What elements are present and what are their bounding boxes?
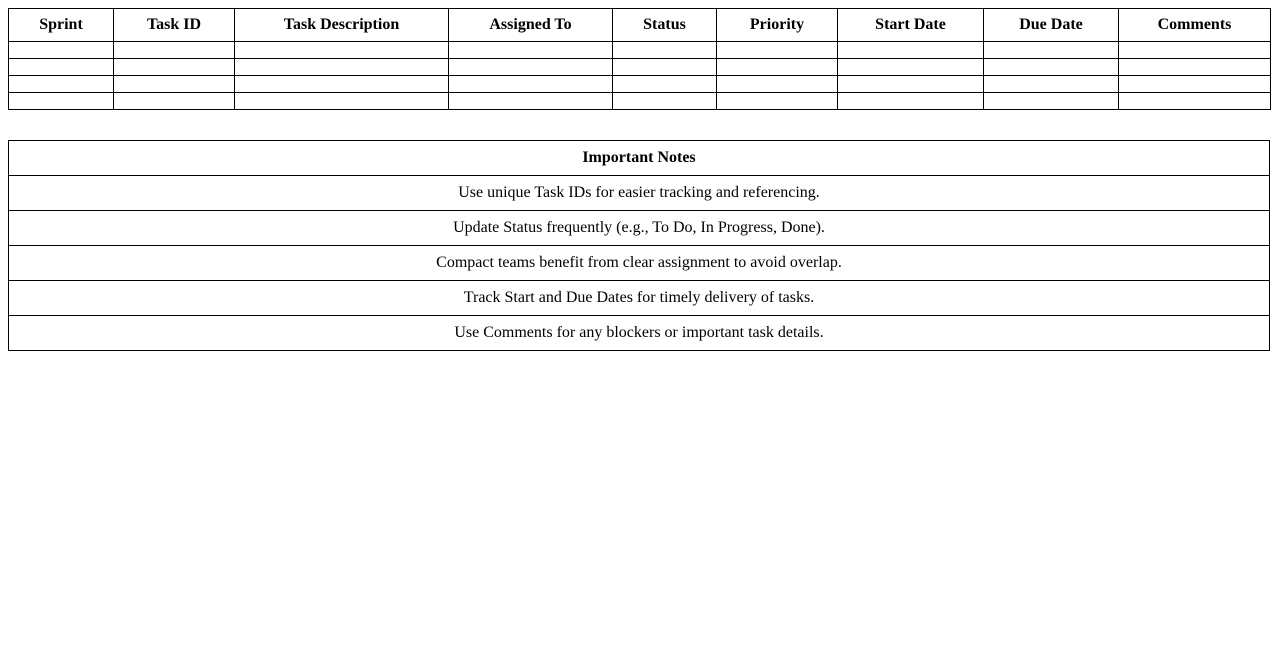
note-row [9,176,1270,211]
column-header-task-description: Task Description [235,9,449,42]
table-cell[interactable] [1119,59,1271,76]
note-item: Compact teams benefit from clear assignment to avoid overlap. [9,246,1270,281]
table-cell[interactable] [235,59,449,76]
notes-title: Important Notes [9,141,1270,176]
column-header-status: Status [613,9,717,42]
column-header-assigned-to: Assigned To [449,9,613,42]
note-item: Track Start and Due Dates for timely delivery of tasks. [9,281,1270,316]
table-cell[interactable] [235,76,449,93]
table-cell[interactable] [114,59,235,76]
table-row [9,93,1271,110]
note-row [9,316,1270,351]
table-cell[interactable] [838,59,984,76]
table-cell[interactable] [984,93,1119,110]
table-row [9,59,1271,76]
table-cell[interactable] [449,93,613,110]
table-cell[interactable] [114,42,235,59]
table-cell[interactable] [717,59,838,76]
table-cell[interactable] [1119,93,1271,110]
column-header-comments: Comments [1119,9,1271,42]
column-header-task-id: Task ID [114,9,235,42]
table-cell[interactable] [984,76,1119,93]
table-cell[interactable] [717,42,838,59]
table-cell[interactable] [613,59,717,76]
column-header-priority: Priority [717,9,838,42]
table-cell[interactable] [1119,76,1271,93]
table-cell[interactable] [984,42,1119,59]
note-row [9,246,1270,281]
table-cell[interactable] [9,76,114,93]
table-cell[interactable] [838,76,984,93]
table-cell[interactable] [9,93,114,110]
note-row [9,211,1270,246]
important-notes-table [8,140,1270,351]
table-cell[interactable] [838,42,984,59]
table-cell[interactable] [449,42,613,59]
sprint-task-table [8,8,1271,110]
table-cell[interactable] [9,59,114,76]
page [8,8,1270,351]
notes-header-row [9,141,1270,176]
table-row [9,76,1271,93]
table-cell[interactable] [613,76,717,93]
table-cell[interactable] [9,42,114,59]
table-cell[interactable] [1119,42,1271,59]
table-header-row [9,9,1271,42]
table-cell[interactable] [114,93,235,110]
table-cell[interactable] [717,76,838,93]
note-item: Update Status frequently (e.g., To Do, In Progress, Done). [9,211,1270,246]
table-cell[interactable] [984,59,1119,76]
column-header-start-date: Start Date [838,9,984,42]
table-cell[interactable] [449,59,613,76]
note-row [9,281,1270,316]
note-item: Use unique Task IDs for easier tracking and referencing. [9,176,1270,211]
table-cell[interactable] [613,93,717,110]
table-cell[interactable] [235,93,449,110]
table-cell[interactable] [613,42,717,59]
note-item: Use Comments for any blockers or important task details. [9,316,1270,351]
table-cell[interactable] [235,42,449,59]
table-cell[interactable] [114,76,235,93]
table-cell[interactable] [449,76,613,93]
column-header-sprint: Sprint [9,9,114,42]
column-header-due-date: Due Date [984,9,1119,42]
table-cell[interactable] [717,93,838,110]
table-row [9,42,1271,59]
table-cell[interactable] [838,93,984,110]
